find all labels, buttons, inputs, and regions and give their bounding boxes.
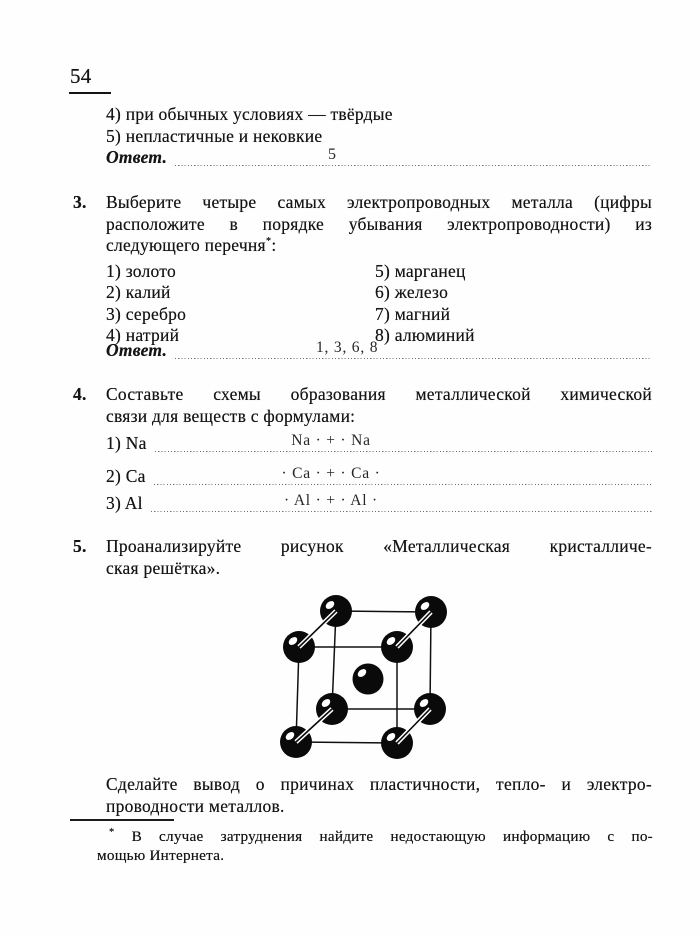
option-item: 4) натрий	[106, 325, 180, 346]
answer-value: 1, 3, 6, 8	[316, 339, 379, 356]
footnote	[97, 828, 653, 865]
answer-label: Ответ.	[106, 340, 168, 360]
option-item: 5) марганец	[375, 261, 466, 281]
paragraph-line: Составьте схемы образования металлической химической	[106, 384, 652, 404]
question-3-number: 3.	[73, 192, 87, 212]
answer-blank-line	[175, 165, 652, 166]
paragraph-line: связи для веществ с формулами:	[106, 405, 356, 426]
answer-value: · Ca · + · Ca ·	[281, 465, 381, 482]
text-run: следующего перечня	[106, 235, 266, 256]
option-item: 2) калий	[106, 282, 171, 303]
list-item: 5) непластичные и нековкие	[106, 125, 323, 146]
formula-row-ca	[106, 465, 652, 487]
formula-label: 1) Na	[106, 433, 147, 453]
question-5-text	[106, 536, 652, 579]
page-number-underline	[69, 92, 111, 94]
paragraph-line: Проанализируйте рисунок «Металлическая кристалличе-	[106, 536, 652, 556]
paragraph-line: Сделайте вывод о причинах пластичности, тепло- и электро-	[106, 774, 652, 794]
answer-row-prev-task	[106, 146, 652, 168]
text-run: :	[271, 235, 277, 256]
atom-sphere-center	[353, 664, 384, 695]
question-4-text	[106, 384, 652, 427]
formula-label: 2) Ca	[106, 466, 146, 486]
footnote-divider	[70, 819, 174, 821]
question-4-number: 4.	[73, 384, 87, 404]
answer-value: 5	[328, 146, 337, 163]
paragraph-line: ская решётка».	[106, 557, 221, 578]
text-run: В случае затруднения найдите недостающую информацию с по-	[131, 828, 653, 845]
option-item: 8) алюминий	[375, 325, 475, 346]
paragraph-line: проводности металлов.	[106, 795, 285, 816]
option-item: 7) магний	[375, 303, 451, 324]
prev-task-items	[106, 104, 652, 147]
option-item: 1) золото	[106, 261, 176, 281]
answer-row-question-3	[106, 339, 652, 361]
footnote-asterisk: *	[109, 826, 115, 838]
question-5-number: 5.	[73, 536, 87, 556]
answer-label: Ответ.	[106, 147, 168, 167]
footnote-line: мощью Интернета.	[97, 846, 225, 864]
paragraph-line: Выберите четыре самых электропроводных металла (цифры	[106, 192, 652, 212]
crystal-lattice-figure	[277, 592, 467, 767]
footnote-line	[97, 828, 653, 847]
formula-label: 3) Al	[106, 493, 143, 513]
answer-blank-line	[154, 484, 652, 485]
option-item: 3) серебро	[106, 303, 187, 324]
footnote-asterisk: *	[265, 236, 272, 248]
paragraph-line: расположите в порядке убывания электропроводности) из	[106, 213, 652, 234]
options-column-2	[375, 261, 475, 347]
formula-row-al	[106, 492, 652, 514]
option-item: 6) железо	[375, 282, 449, 303]
page-number: 54	[70, 64, 92, 88]
options-column-1	[106, 261, 186, 347]
answer-blank-line	[175, 358, 652, 359]
question-3-text	[106, 192, 652, 257]
list-item: 4) при обычных условиях — твёрдые	[106, 104, 393, 124]
formula-row-na	[106, 432, 652, 454]
answer-value: · Al · + · Al ·	[284, 492, 378, 509]
answer-blank-line	[151, 511, 652, 512]
answer-value: Na · + · Na	[291, 432, 371, 449]
paragraph-line	[106, 235, 652, 257]
answer-blank-line	[155, 451, 652, 452]
question-5-conclusion	[106, 774, 652, 817]
